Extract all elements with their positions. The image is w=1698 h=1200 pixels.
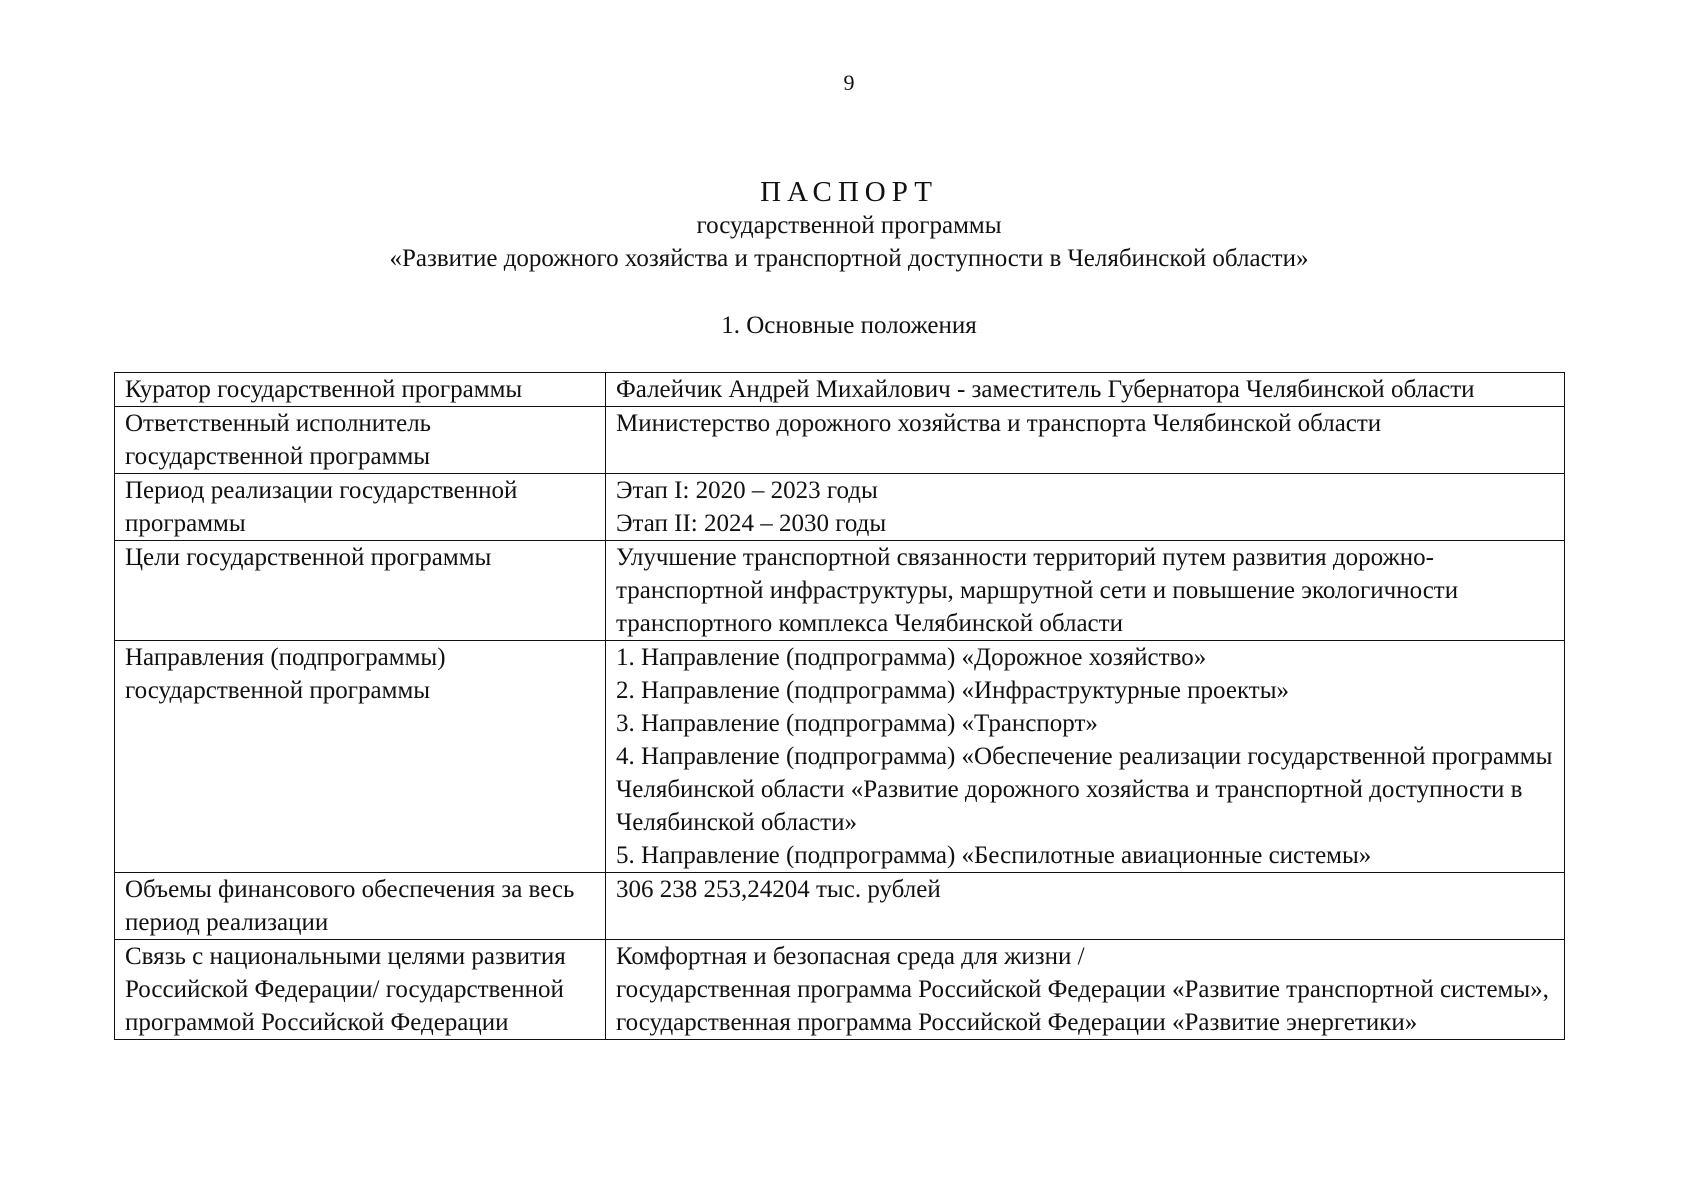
program-name: «Развитие дорожного хозяйства и транспортной доступности в Челябинской области» [389,245,1309,272]
value-line: Министерство дорожного хозяйства и транспорта Челябинской области [616,410,1382,437]
row-label: Куратор государственной программы [115,373,606,407]
row-label: Связь с национальными целями развития Российской Федерации/ государственной программой Российской Федерации [115,940,606,1040]
value-line: государственная программа Российской Федерации «Развитие транспортной системы», государственная программа Российской Федерации «Развитие энергетики» [616,976,1549,1036]
row-label: Объемы финансового обеспечения за весь период реализации [115,873,606,940]
value-line: Этап II: 2024 – 2030 годы [616,510,887,537]
value-line: Этап I: 2020 – 2023 годы [616,477,878,504]
row-label: Цели государственной программы [115,541,606,641]
document-title: ПАСПОРТ [760,176,938,208]
document-subtitle: государственной программы [696,212,1002,239]
document-heading [0,176,1698,275]
value-line: Фалейчик Андрей Михайлович - заместитель Губернатора Челябинской области [616,376,1475,403]
value-line: 306 238 253,24204 тыс. рублей [616,876,941,903]
table-row-executor [115,407,1565,474]
row-value [606,541,1565,641]
value-line: 2. Направление (подпрограмма) «Инфраструктурные проекты» [616,677,1289,704]
table-row-period [115,474,1565,541]
row-value [606,407,1565,474]
value-line: 1. Направление (подпрограмма) «Дорожное хозяйство» [616,644,1207,671]
row-value [606,873,1565,940]
passport-table [114,372,1565,1040]
row-value [606,373,1565,407]
row-value [606,641,1565,873]
row-label: Ответственный исполнитель государственной программы [115,407,606,474]
table-row-national-goals [115,940,1565,1040]
section-title: 1. Основные положения [721,312,977,339]
table-row-directions [115,641,1565,873]
row-value [606,474,1565,541]
value-line: Улучшение транспортной связанности территорий путем развития дорожно-транспортной инфраструктуры, маршрутной сети и повышение экологичности транспортного комплекса Челябинской области [616,544,1459,637]
row-value [606,940,1565,1040]
row-label: Направления (подпрограммы) государственной программы [115,641,606,873]
value-line: 3. Направление (подпрограмма) «Транспорт» [616,710,1098,737]
table-row-funding [115,873,1565,940]
value-line: 5. Направление (подпрограмма) «Беспилотные авиационные системы» [616,842,1372,869]
value-line: Комфортная и безопасная среда для жизни / [616,943,1085,970]
table-row-curator [115,373,1565,407]
row-label: Период реализации государственной программы [115,474,606,541]
table-row-goals [115,541,1565,641]
page-number: 9 [843,70,855,95]
value-line: 4. Направление (подпрограмма) «Обеспечение реализации государственной программы Челябинской области «Развитие дорожного хозяйства и транспортной доступности в Челябинской области» [616,743,1553,836]
